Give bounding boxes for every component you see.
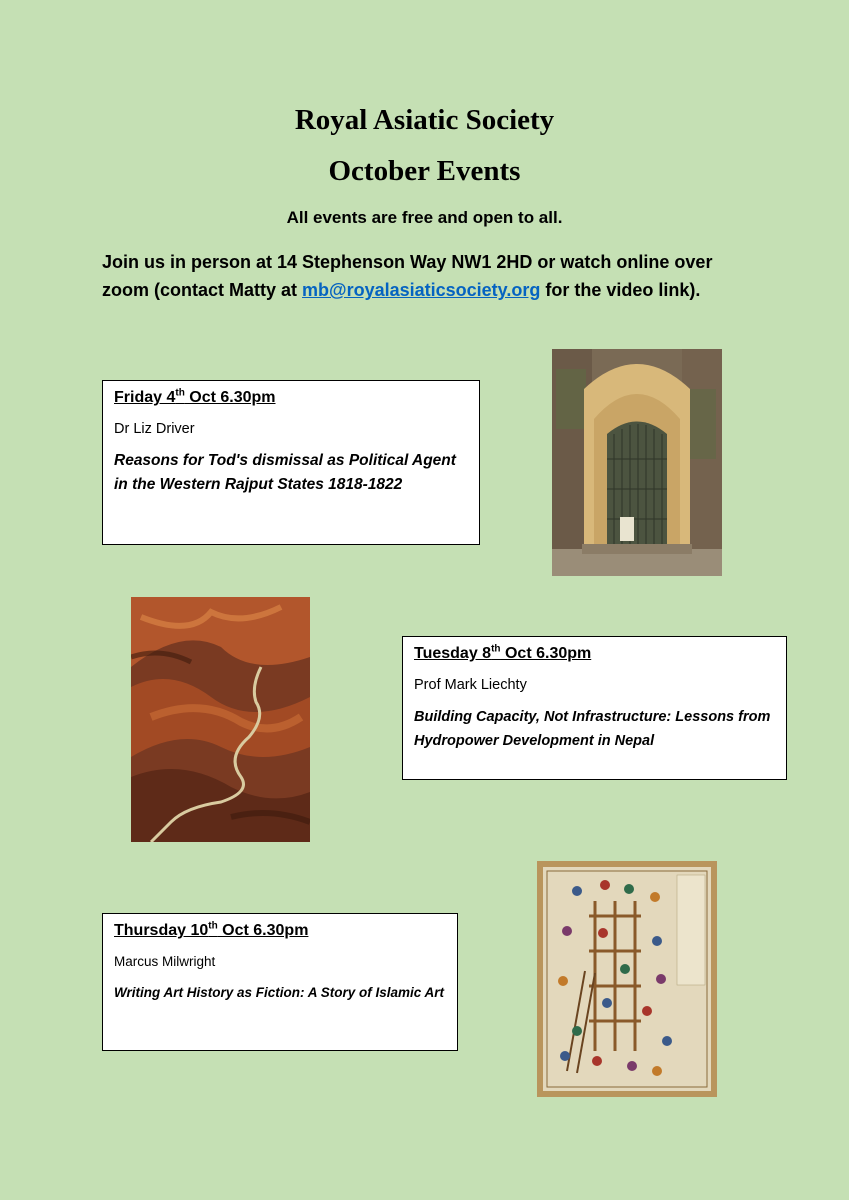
page-subtitle: October Events — [328, 155, 521, 187]
gate-photo — [552, 349, 722, 576]
event-talk-title: Reasons for Tod's dismissal as Political Agent in the Western Rajput States 1818-1822 — [114, 452, 456, 493]
email-link[interactable]: mb@royalasiaticsociety.org — [302, 280, 541, 300]
event-date-day: Friday 4 — [114, 389, 176, 406]
event-card-1 — [102, 380, 480, 545]
event-date-time: Oct 6.30pm — [184, 389, 276, 406]
river-canyon-photo — [131, 597, 310, 842]
intro-text-end: for the video link). — [540, 280, 701, 300]
event-card-3 — [102, 913, 458, 1051]
event-speaker: Dr Liz Driver — [114, 421, 195, 437]
event-date — [114, 389, 276, 407]
event-date-ordinal: th — [208, 920, 218, 932]
event-date-ordinal: th — [491, 643, 501, 655]
event-date-ordinal: th — [175, 387, 185, 399]
miniature-painting — [537, 861, 717, 1097]
event-talk-title: Writing Art History as Fiction: A Story of Islamic Art — [114, 985, 445, 1000]
event-speaker: Prof Mark Liechty — [414, 677, 527, 693]
event-talk-title: Building Capacity, Not Infrastructure: Lessons from Hydropower Development in Nepal — [414, 709, 771, 749]
event-date-time: Oct 6.30pm — [217, 922, 309, 939]
event-date-day: Thursday 10 — [114, 922, 209, 939]
event-date-time: Oct 6.30pm — [500, 645, 592, 662]
event-date — [414, 645, 591, 663]
event-date — [114, 922, 308, 940]
event-date-day: Tuesday 8 — [414, 645, 492, 662]
intro-paragraph — [102, 248, 762, 304]
event-card-2 — [402, 636, 787, 780]
event-speaker: Marcus Milwright — [114, 954, 216, 969]
free-notice: All events are free and open to all. — [286, 208, 563, 227]
intro-text-start: Join us in person at 14 Stephenson Way NW1 2HD or watch online over zoom (contact Matty at — [102, 252, 713, 300]
page-title: Royal Asiatic Society — [294, 104, 555, 136]
